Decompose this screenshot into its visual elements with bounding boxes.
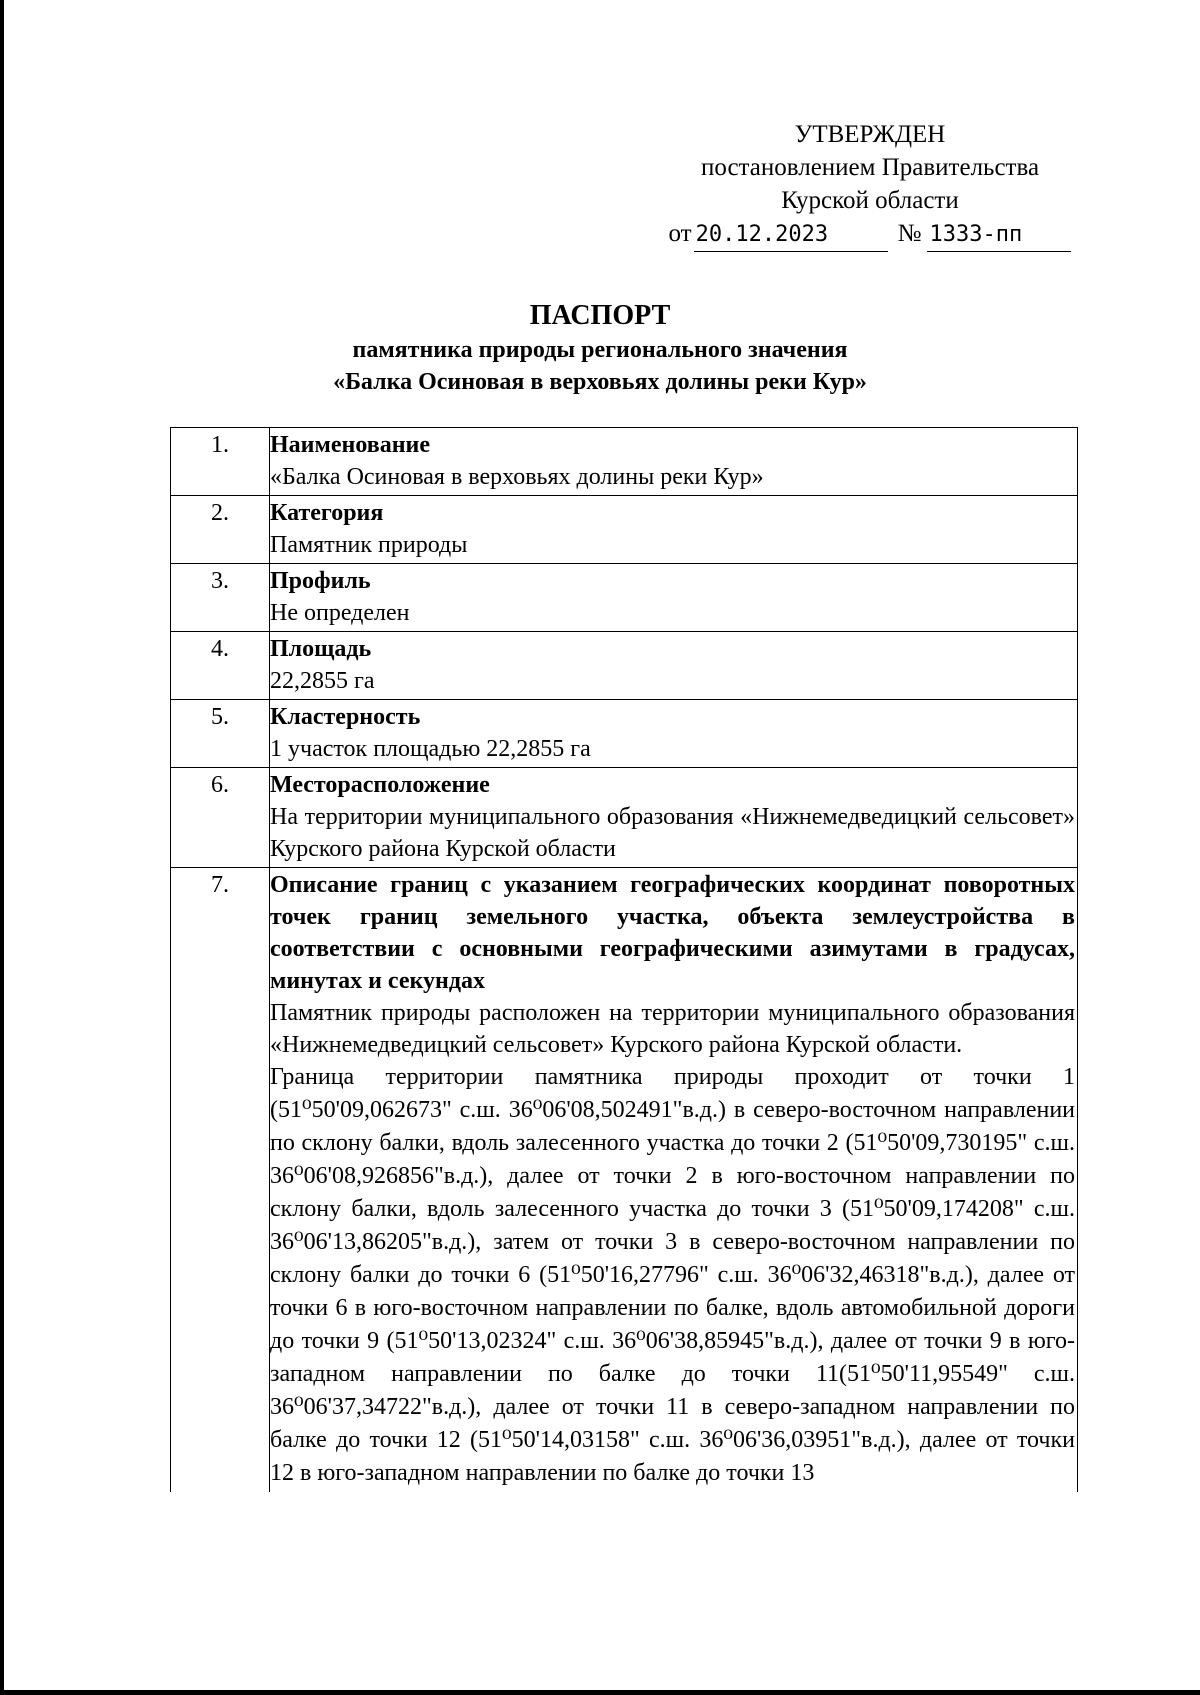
approval-line1: постановлением Правительства [700,154,1040,181]
row-number: 1. [171,428,270,496]
row-number: 3. [171,564,270,632]
table-row [171,632,1078,700]
table-row [171,564,1078,632]
row-number: 2. [171,496,270,564]
row-label: Категория [270,500,384,526]
boundary-intro: Памятник природы расположен на территории муниципального образования «Нижнемедведицкий сельсовет» Курского района Курской области. [270,1000,1075,1058]
row-value: 1 участок площадью 22,2855 га [270,736,591,762]
approval-number: 1333-пп [927,218,1071,252]
passport-table [170,427,1078,1492]
row-number: 4. [171,632,270,700]
table-row [171,768,1078,868]
boundary-description: Граница территории памятника природы проходит от точки 1 (51⁰50'09,062673" с.ш. 36⁰06'08,502491"в.д.) в северо-восточном направлении по склону балки, вдоль залесенного участка до точки 2 (51⁰50'09,730195" с.ш. 36⁰06'08,926856"в.д.), далее от точки 2 в юго-восточном направлении по склону балки, вдоль залесенного участка до точки 3 (51⁰50'09,174208" с.ш. 36⁰06'13,86205"в.д.), затем от точки 3 в северо-восточном направлении по склону балки до точки 6 (51⁰50'16,27796" с.ш. 36⁰06'32,46318"в.д.), далее от точки 6 в юго-восточном направлении по балке, вдоль автомобильной дороги до точки 9 (51⁰50'13,02324" с.ш. 36⁰06'38,85945"в.д.), далее от точки 9 в юго-западном направлении по балке до точки 11(51⁰50'11,95549" с.ш. 36⁰06'37,34722"в.д.), далее от точки 11 в северо-западном направлении по балке до точки 12 (51⁰50'14,03158" с.ш. 36⁰06'36,03951"в.д.), далее от точки 12 в юго-западном направлении по балке до точки 13 [270,1064,1075,1486]
row-label: Месторасположение [270,772,490,798]
scan-edge-left [0,0,4,1695]
row-label: Площадь [270,636,372,662]
approval-date: 20.12.2023 [694,218,888,252]
approval-line2: Курской области [781,187,959,214]
row-value: На территории муниципального образования «Нижнемедведицкий сельсовет» Курского района Курской области [270,804,1075,862]
document-subtitle-2: «Балка Осиновая в верховьях долины реки Кур» [333,369,867,395]
row-number: 6. [171,768,270,868]
row-value: Не определен [270,600,410,626]
approval-title: УТВЕРЖДЕН [794,121,946,148]
document-heading [160,298,1040,398]
row-content [270,496,1078,564]
table-row [171,496,1078,564]
row-content [270,768,1078,868]
number-sign: № [897,220,922,247]
date-prefix: от [668,220,692,247]
row-content [270,632,1078,700]
row-content [270,700,1078,768]
row-value: Памятник природы [270,532,468,558]
row-label: Кластерность [270,704,421,730]
document-subtitle-1: памятника природы регионального значения [352,337,848,363]
row-value: «Балка Осиновая в верховьях долины реки Кур» [270,464,764,490]
scan-edge-bottom [0,1690,1200,1695]
table-row [171,428,1078,496]
approval-date-number-line [660,217,1080,252]
row-label: Наименование [270,432,430,458]
row-content [270,564,1078,632]
row-number: 5. [171,700,270,768]
table-row [171,700,1078,768]
row-number: 7. [171,868,270,1493]
table-row [171,868,1078,1493]
row-label: Описание границ с указанием географических координат поворотных точек границ земельного участка, объекта землеустройства в соответствии с основными географическими азимутами в градусах, минутах и секундах [270,872,1075,994]
document-title: ПАСПОРТ [529,300,671,331]
row-label: Профиль [270,568,371,594]
row-value: 22,2855 га [270,668,375,694]
row-content [270,868,1078,1493]
approval-stamp [660,118,1080,252]
row-content [270,428,1078,496]
